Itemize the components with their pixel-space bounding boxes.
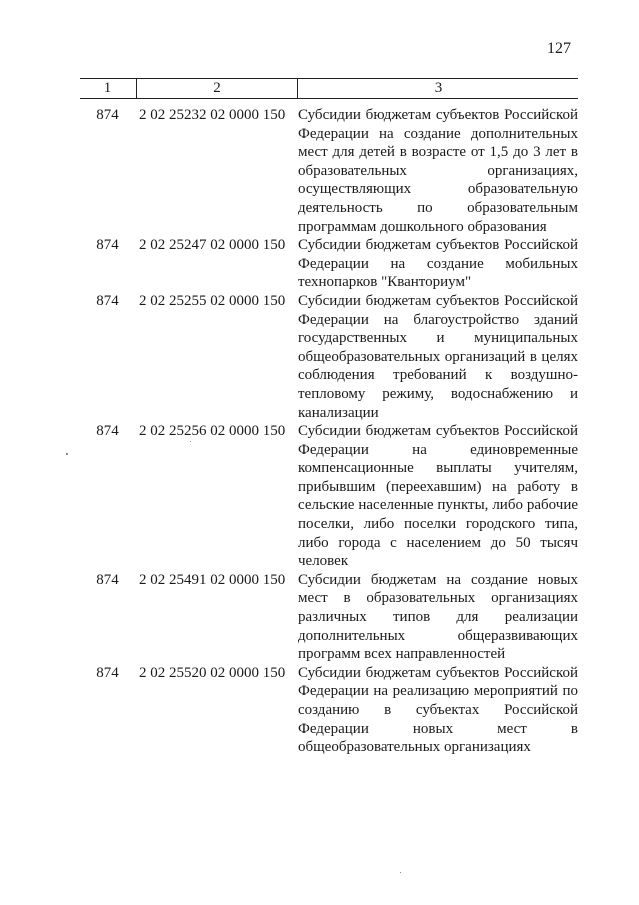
scan-speck (400, 872, 401, 873)
budget-classification-code: 2 02 25256 02 0000 150 (139, 423, 286, 440)
admin-code: 874 (96, 237, 119, 254)
income-description: Субсидии бюджетам субъектов Российской Федерации на единовременные компенсационные выплаты учителям, прибывшим (переехавшим) на работу в сельские населенные пункты, либо рабочие поселки, либо поселки городского типа, либо города с населением до 50 тысяч человек (298, 423, 578, 570)
table-body (80, 106, 578, 757)
budget-classification-code: 2 02 25491 02 0000 150 (139, 571, 286, 588)
income-description: Субсидии бюджетам субъектов Российской Федерации на реализацию мероприятий по созданию в субъектах Российской Федерации новых мест в общеобразовательных организациях (298, 664, 578, 756)
admin-code: 874 (96, 292, 119, 309)
table-row (80, 236, 578, 292)
admin-code: 874 (96, 107, 119, 123)
admin-code: 874 (96, 571, 119, 588)
table-row (80, 292, 578, 422)
header-col-1: 1 (103, 80, 112, 96)
table-row (80, 422, 578, 571)
table-row (80, 106, 578, 236)
header-col-2: 2 (136, 79, 297, 98)
scan-speck (66, 453, 68, 455)
admin-code: 874 (96, 664, 119, 681)
income-description: Субсидии бюджетам субъектов Российской Федерации на создание дополнительных мест для детей в возрасте от 1,5 до 3 лет в образовательных организациях, осуществляющих образовательную деятельность по образовательным программам дошкольного образования (298, 107, 578, 235)
income-description: Субсидии бюджетам на создание новых мест в образовательных организациях различных типов для реализации дополнительных общеразвивающих программ всех направленностей (298, 571, 578, 663)
budget-classification-code: 2 02 25520 02 0000 150 (139, 664, 286, 681)
table-row (80, 571, 578, 664)
table-row (80, 664, 578, 757)
budget-codes-table (80, 78, 578, 756)
table-header (80, 78, 578, 99)
income-description: Субсидии бюджетам субъектов Российской Федерации на создание мобильных технопарков "Кванториум" (298, 237, 578, 291)
page-number: 127 (547, 40, 571, 57)
scan-speck (190, 441, 191, 442)
budget-classification-code: 2 02 25247 02 0000 150 (139, 237, 286, 254)
admin-code: 874 (96, 423, 119, 440)
income-description: Субсидии бюджетам субъектов Российской Федерации на благоустройство зданий государственных и муниципальных общеобразовательных организаций в целях соблюдения требований к воздушно-тепловому режиму, водоснабжению и канализации (298, 292, 578, 421)
budget-classification-code: 2 02 25232 02 0000 150 (139, 107, 286, 123)
header-col-3: 3 (297, 79, 579, 98)
budget-classification-code: 2 02 25255 02 0000 150 (139, 292, 286, 309)
